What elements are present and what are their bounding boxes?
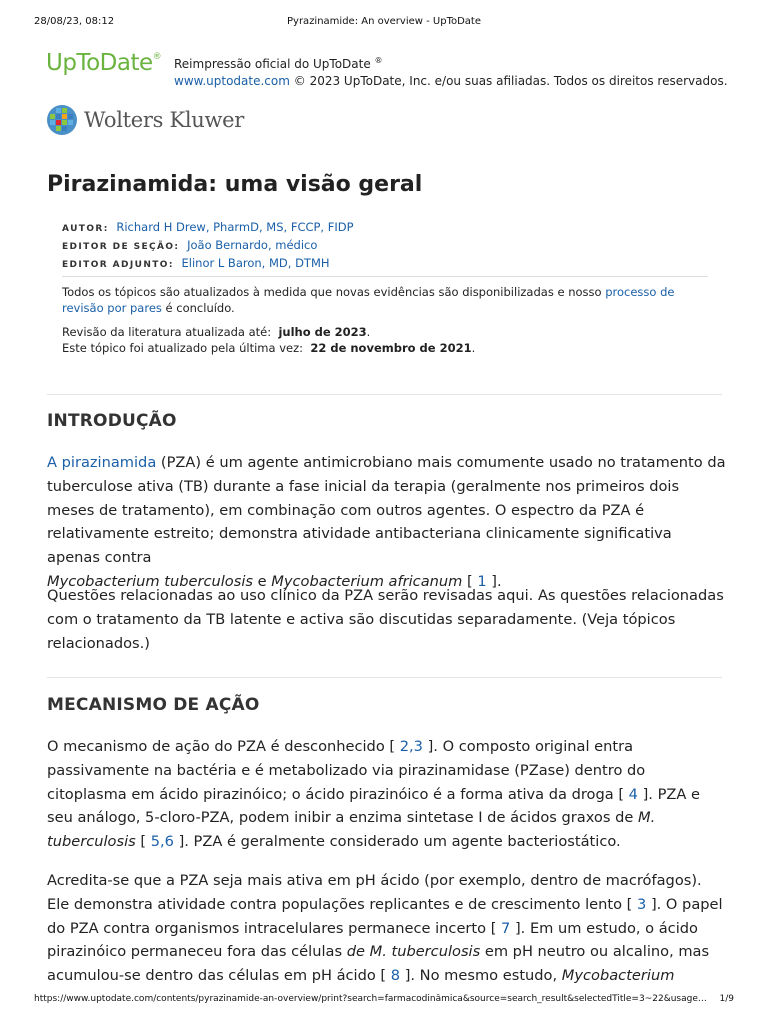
page-title: Pirazinamida: uma visão geral (47, 172, 423, 197)
registered-mark: ® (152, 52, 162, 62)
review-dates: Revisão da literatura atualizada até: julho de 2023. Este tópico foi atualizado pela última vez: 22 de novembro de 2021. (62, 325, 476, 355)
mechanism-text: ]. PZA e seu análogo, 5-cloro-PZA, podem inibir a enzima sintetase I de ácidos graxos de (47, 785, 700, 827)
contributor-section-editor (62, 237, 710, 255)
mechanism-text: O mecanismo de ação do PZA é desconhecido [ (47, 738, 396, 755)
contributors (62, 219, 710, 273)
reference-link[interactable]: 2,3 (399, 738, 423, 755)
contributor-role: EDITOR ADJUNTO: (62, 260, 174, 270)
species-name: M. tuberculosis (47, 809, 656, 851)
contributor-role: AUTOR: (62, 224, 109, 234)
topic-updated-date: 22 de novembro de 2021 (310, 341, 472, 355)
mechanism-heading: MECANISMO DE AÇÃO (47, 695, 260, 715)
species-name: Mycobacterium africanum (271, 572, 463, 590)
mechanism-text: ]. No mesmo estudo, (404, 967, 558, 985)
contributor-role: EDITOR DE SEÇÃO: (62, 242, 180, 252)
contributor-name-link[interactable]: Richard H Drew, PharmD, MS, FCCP, FIDP (116, 220, 354, 234)
print-page-number: 1/9 (719, 994, 734, 1004)
reference-link[interactable]: 3 (637, 895, 647, 913)
mechanism-text: ]. O composto original entra passivamente na bactéria e é metabolizado via pirazinamidase (PZase) dentro do citoplasma em ácido pirazinóico; o ácido pirazinóico é a forma ativa da droga [ (47, 738, 646, 803)
reference-link[interactable]: 4 (628, 785, 638, 803)
reprint-line1: Reimpressão oficial do UpToDate (174, 57, 371, 71)
mechanism-paragraph-2 (47, 869, 727, 988)
mechanism-text: ]. O papel do PZA contra organismos intracelulares permanece incerto [ (47, 895, 723, 937)
intro-paragraph-2: Questões relacionadas ao uso clínico da PZA serão revisadas aqui. As questões relacionadas com o tratamento da TB latente e activa são discutidas separadamente. (Veja tópicos relacionados.) (47, 587, 724, 652)
mechanism-paragraph-1: O mecanismo de ação do PZA é desconhecido [ 2,3 ]. O composto original entra passivamente na bactéria e é metabolizado via pirazinamidase (PZase) dentro do citoplasma em ácido pirazinóico; o ácido pirazinóico é a forma ativa da droga [ 4 ]. PZA e seu análogo, 5-cloro-PZA, podem inibir a enzima sintetase I de ácidos graxos de M. tuberculosis [ 5,6 ]. PZA é geralmente considerado um agente bacteriostático. (47, 738, 700, 851)
peer-review-text-end: é concluído. (165, 301, 235, 315)
reprint-registered: ® (374, 56, 383, 65)
lit-review-date: julho de 2023 (278, 325, 367, 339)
reference-link[interactable]: 5,6 (150, 833, 174, 851)
topic-updated-label: Este tópico foi atualizado pela última vez: (62, 341, 304, 355)
print-url: https://www.uptodate.com/contents/pyrazinamide-an-overview/print?search=farmacodinâmica&source=search_result&selectedTitle=3~22&usage… (34, 994, 707, 1004)
reprint-notice (174, 52, 728, 90)
meta-divider (62, 276, 708, 277)
reference-link[interactable]: 7 (501, 919, 511, 937)
reference-link[interactable]: 1 (477, 572, 487, 590)
print-date: 28/08/23, 08:12 (34, 16, 115, 27)
reference-link[interactable]: 8 (390, 967, 401, 985)
website-link[interactable]: www.uptodate.com (174, 74, 290, 88)
section-divider (47, 394, 722, 395)
contributor-author (62, 219, 710, 237)
uptodate-logo (46, 50, 161, 76)
mechanism-text: Acredita-se que a PZA seja mais ativa em pH ácido (por exemplo, dentro de macrófagos). Ele demonstra atividade contra populações replicantes e de crescimento lento [ (47, 872, 702, 913)
contributor-deputy-editor (62, 255, 710, 273)
peer-review-link[interactable]: processo de revisão por pares (62, 285, 675, 315)
contributor-name-link[interactable]: Elinor L Baron, MD, DTMH (181, 256, 330, 270)
conjunction: e (257, 572, 267, 590)
print-title: Pyrazinamide: An overview - UpToDate (287, 16, 481, 27)
copyright-text: © 2023 UpToDate, Inc. e/ou suas afiliadas. Todos os direitos reservados. (293, 74, 728, 88)
mechanism-text: ]. PZA é geralmente considerado um agente bacteriostático. (178, 833, 621, 851)
wolters-kluwer-wordmark: Wolters Kluwer (84, 108, 245, 132)
peer-review-note (62, 284, 712, 316)
intro-p1-text: (PZA) é um agente antimicrobiano mais comumente usado no tratamento da tuberculose ativa (TB) durante a fase inicial da terapia (geralmente nos primeiros dois meses de tratamento), em combinação com outros agentes. O espectro da PZA é relativamente estreito; demonstra atividade antibacteriana clinicamente significativa apenas contra (47, 454, 726, 567)
wolters-kluwer-emblem-icon (46, 104, 78, 136)
species-name: Mycobacterium tuberculosis (47, 572, 254, 590)
section-divider (47, 677, 722, 678)
update-notes (62, 284, 712, 356)
intro-paragraph-1: A pirazinamida (PZA) é um agente antimicrobiano mais comumente usado no tratamento da tuberculose ativa (TB) durante a fase inicial da terapia (geralmente nos primeiros dois meses de tratamento), em combinação com outros agentes. O espectro da PZA é relativamente estreito; demonstra atividade antibacteriana clinicamente significativa apenas contra Mycobacterium tuberculosis e Mycobacterium africanum [ 1 ]. (47, 454, 726, 590)
pyrazinamide-drug-link[interactable]: A pirazinamida (47, 454, 157, 471)
species-name: de M. tuberculosis (346, 943, 481, 961)
species-name: Mycobacterium (561, 967, 675, 985)
wolters-kluwer-logo (46, 104, 244, 136)
lit-review-label: Revisão da literatura atualizada até: (62, 325, 272, 339)
uptodate-logo-text: UpToDate (46, 50, 153, 76)
intro-heading: INTRODUÇÃO (47, 411, 177, 431)
contributor-name-link[interactable]: João Bernardo, médico (187, 238, 318, 252)
mechanism-text: em pH neutro ou alcalino, mas acumulou-se dentro das células em pH ácido [ (47, 943, 710, 985)
mechanism-text: ]. Em um estudo, o ácido pirazinóico permaneceu fora das células (47, 919, 698, 961)
peer-review-text: Todos os tópicos são atualizados à medida que novas evidências são disponibilizadas e nosso (62, 285, 602, 299)
